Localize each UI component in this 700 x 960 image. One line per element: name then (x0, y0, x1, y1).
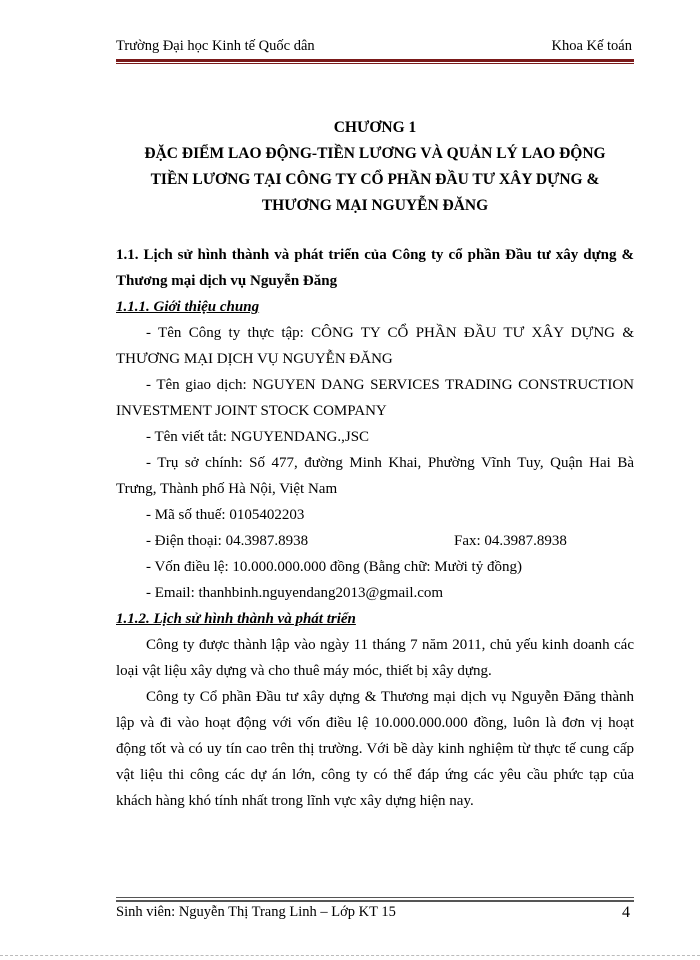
document-body (116, 242, 634, 814)
trade-name-line: - Tên giao dịch: NGUYEN DANG SERVICES TRADING CONSTRUCTION INVESTMENT JOINT STOCK COMPANY (116, 377, 634, 419)
header-faculty: Khoa Kế toán (551, 38, 632, 54)
email-line: - Email: thanhbinh.nguyendang2013@gmail.com (146, 585, 444, 601)
fax-line: Fax: 04.3987.8938 (454, 533, 567, 549)
page-header (116, 38, 632, 60)
footer-student: Sinh viên: Nguyễn Thị Trang Linh – Lớp KT 15 (116, 904, 396, 920)
chapter-heading (116, 115, 634, 219)
short-name-line: - Tên viết tắt: NGUYENDANG.,JSC (146, 429, 370, 445)
history-paragraph-1: Công ty được thành lập vào ngày 11 tháng 7 năm 2011, chủ yếu kinh doanh các loại vật liệu xây dựng và cho thuê máy móc, thiết bị xây dựng. (116, 637, 634, 679)
chapter-number: CHƯƠNG 1 (333, 119, 417, 136)
chapter-title-line-1: ĐẶC ĐIỂM LAO ĐỘNG-TIỀN LƯƠNG VÀ QUẢN LÝ LAO ĐỘNG (144, 145, 606, 162)
chapter-title-line-2: TIỀN LƯƠNG TẠI CÔNG TY CỔ PHẦN ĐẦU TƯ XÂY DỰNG & (150, 171, 600, 188)
phone-line: - Điện thoại: 04.3987.8938 (146, 533, 309, 549)
address-line: - Trụ sở chính: Số 477, đường Minh Khai, Phường Vĩnh Tuy, Quận Hai Bà Trưng, Thành phố Hà Nội, Việt Nam (116, 455, 634, 497)
footer-rule (116, 897, 634, 898)
header-university: Trường Đại học Kinh tế Quốc dân (116, 38, 315, 54)
section-heading-1-1: 1.1. Lịch sử hình thành và phát triển của Công ty cổ phần Đầu tư xây dựng & Thương mại dịch vụ Nguyễn Đăng (116, 247, 634, 289)
header-rule-thin (116, 63, 634, 64)
page-number: 4 (622, 904, 630, 921)
page-break-line (0, 955, 700, 956)
tax-code-line: - Mã số thuế: 0105402203 (146, 507, 305, 523)
page-footer (116, 904, 634, 921)
header-rule (116, 59, 634, 62)
capital-line: - Vốn điều lệ: 10.000.000.000 đồng (Bằng chữ: Mười tỷ đồng) (146, 559, 522, 575)
subsection-heading-1-1-1: 1.1.1. Giới thiệu chung (116, 299, 260, 315)
chapter-title-line-3: THƯƠNG MẠI NGUYỄN ĐĂNG (261, 197, 489, 214)
footer-rule-thick (116, 900, 634, 902)
phone-fax-row (116, 528, 634, 554)
history-paragraph-2: Công ty Cổ phần Đầu tư xây dựng & Thương mại dịch vụ Nguyễn Đăng thành lập và đi vào hoạt động với vốn điều lệ 10.000.000.000 đồng, luôn là đơn vị hoạt động tốt và có uy tín cao trên thị trường. Với bề dày kinh nghiệm từ thực tế cung cấp vật liệu thi công các dự án lớn, công ty có thể đáp ứng các yêu cầu phức tạp của khách hàng khó tính nhất trong lĩnh vực xây dựng hiện nay. (116, 689, 634, 809)
subsection-heading-1-1-2: 1.1.2. Lịch sử hình thành và phát triển (116, 611, 356, 627)
company-name-line: - Tên Công ty thực tập: CÔNG TY CỔ PHẦN ĐẦU TƯ XÂY DỰNG & THƯƠNG MẠI DỊCH VỤ NGUYỄN ĐĂNG (116, 325, 634, 367)
